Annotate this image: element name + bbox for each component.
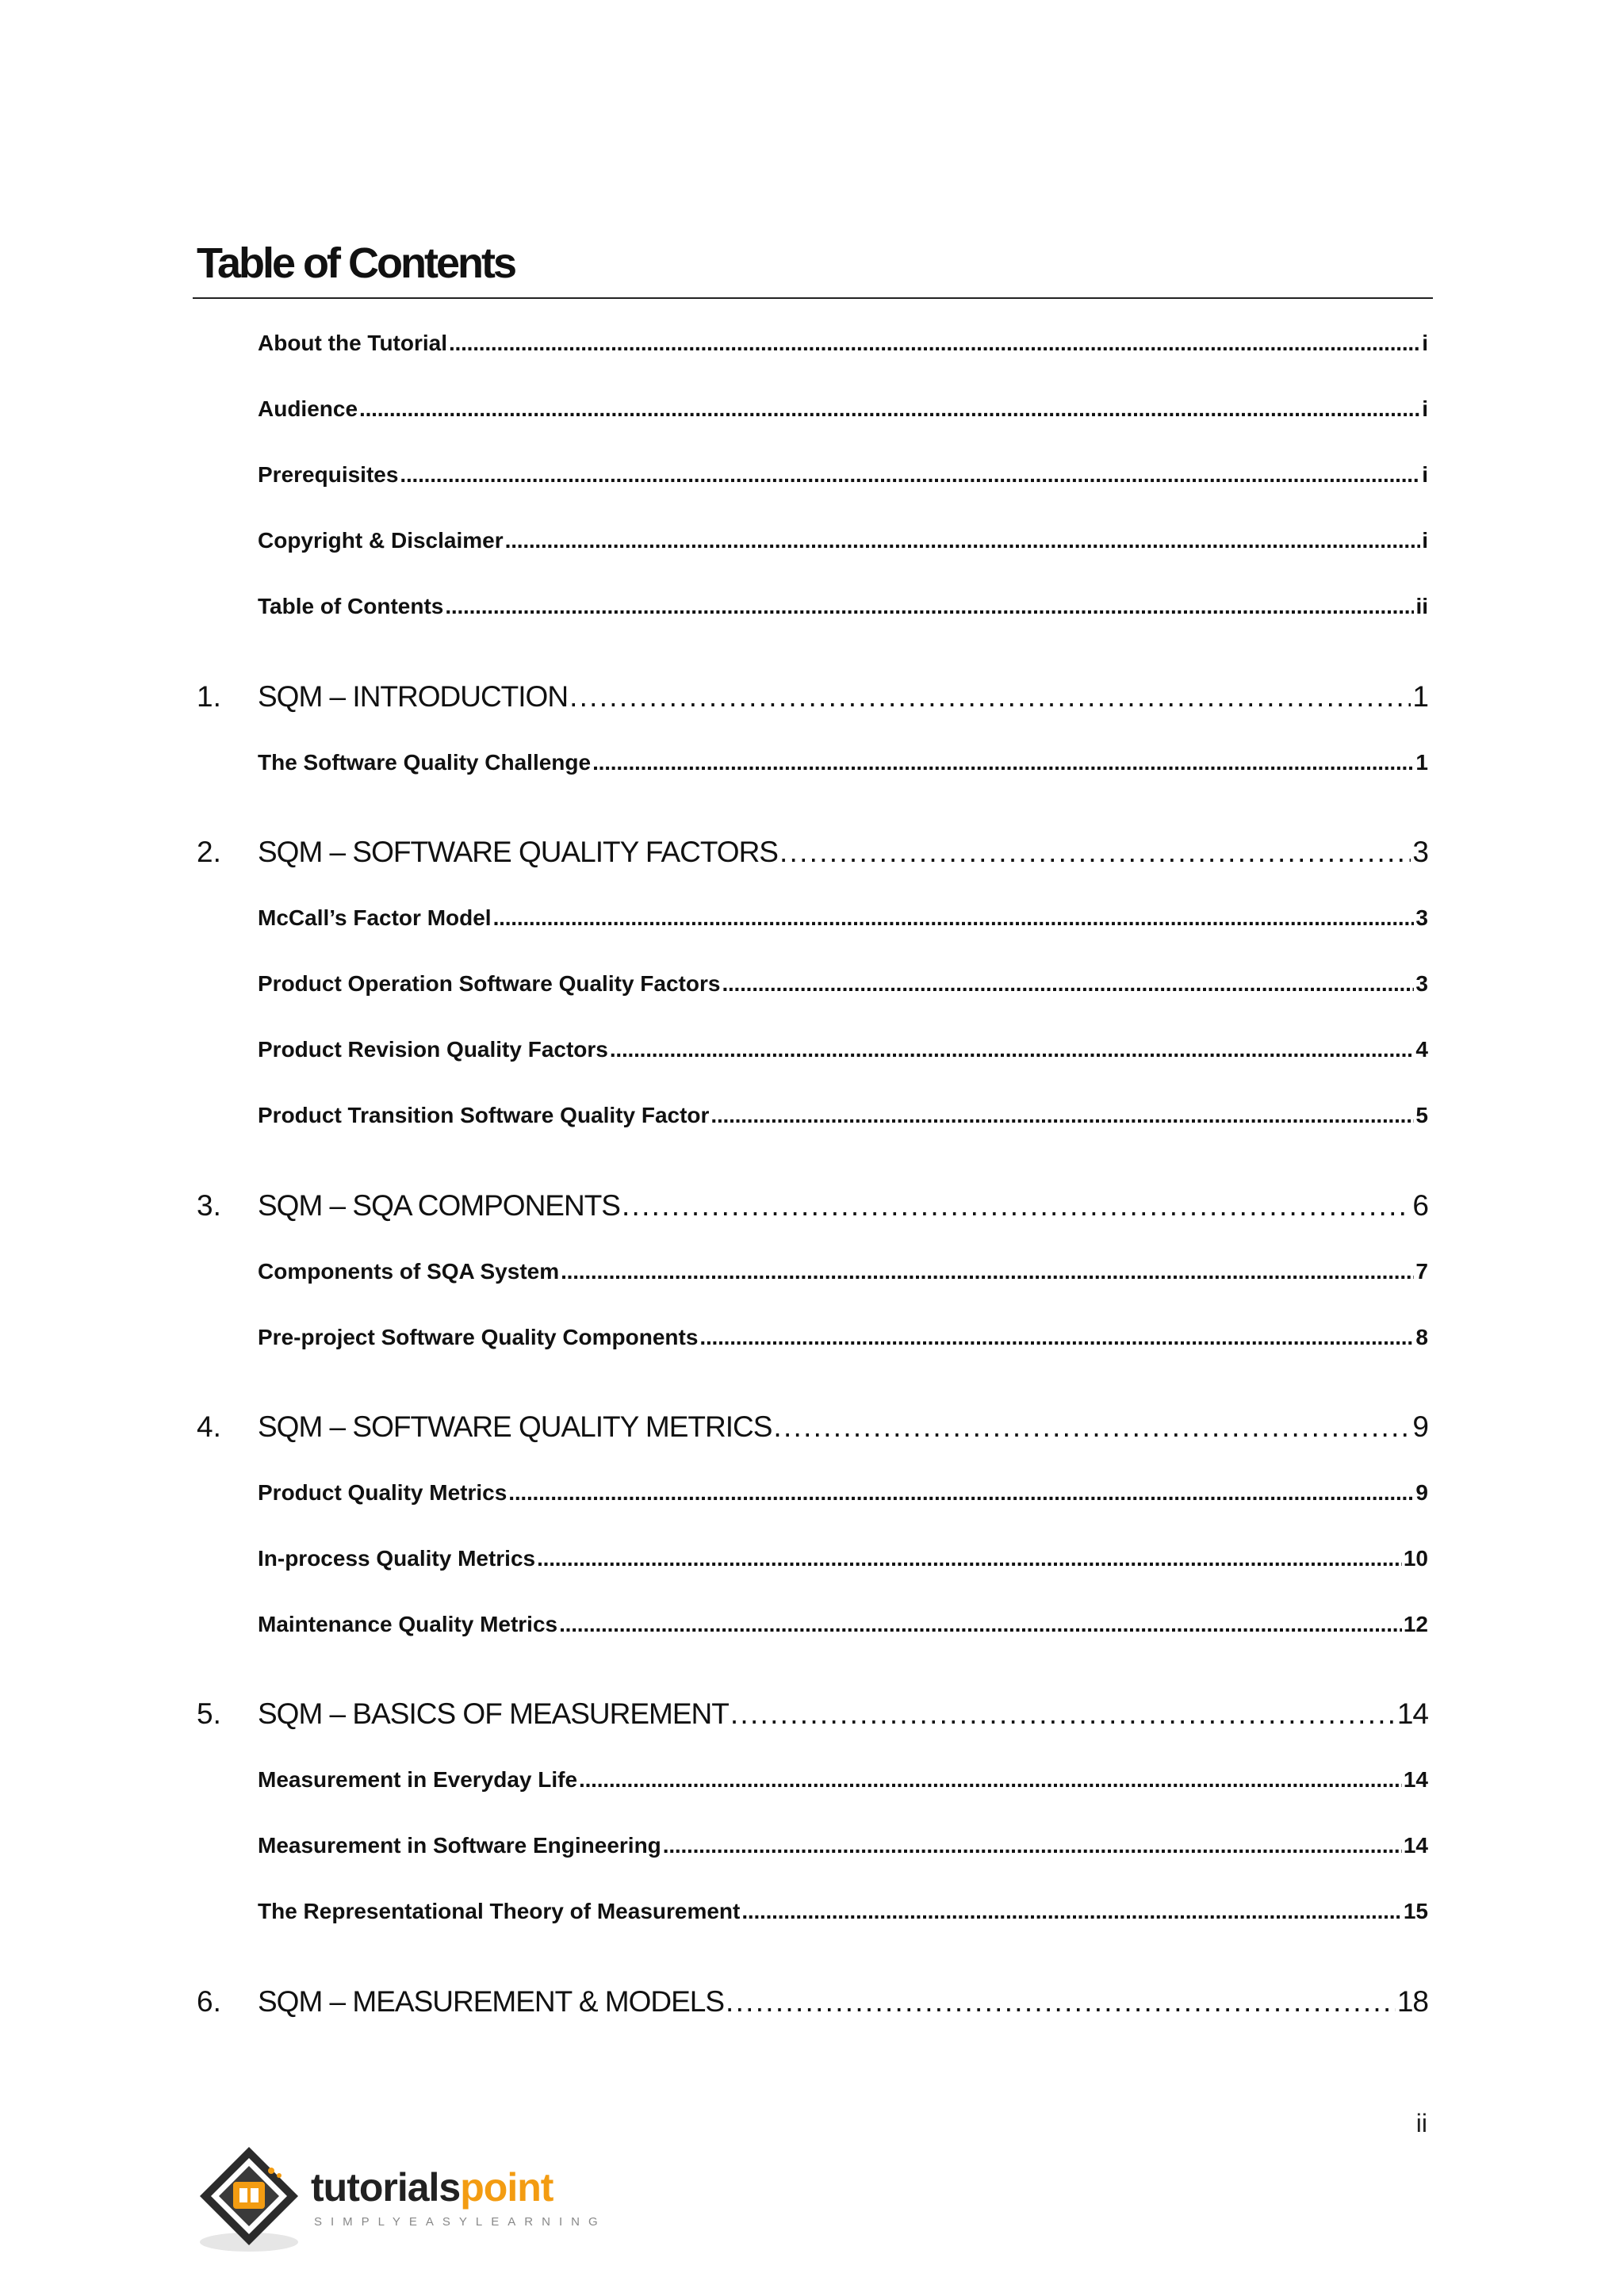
toc-entry-label: Pre-project Software Quality Components (258, 1325, 699, 1349)
toc-entry-label: Product Revision Quality Factors (258, 1037, 608, 1062)
toc-row (258, 462, 1428, 488)
toc-row (258, 1985, 1428, 2019)
dot-leader (359, 396, 1420, 422)
toc-entry-page: 14 (1396, 1697, 1428, 1730)
dot-leader (730, 1697, 1396, 1731)
toc-entry-page: 10 (1403, 1546, 1428, 1571)
toc-entry-label: SQM – SOFTWARE QUALITY METRICS (258, 1410, 772, 1443)
dot-leader (710, 1103, 1414, 1128)
toc-entry-page: 15 (1403, 1899, 1428, 1923)
title-divider (193, 297, 1433, 299)
toc-row (258, 1546, 1428, 1571)
toc-entry-page: i (1422, 331, 1428, 355)
toc-entry-label: Product Transition Software Quality Factor (258, 1103, 710, 1127)
toc-entry-page: 12 (1403, 1612, 1428, 1636)
toc-entry-page: i (1422, 462, 1428, 487)
toc-entry-page: 18 (1396, 1985, 1428, 2018)
toc-section-entry[interactable] (0, 1899, 1624, 1938)
dot-leader (779, 836, 1411, 869)
toc-entry-label: The Representational Theory of Measurement (258, 1899, 741, 1923)
toc-entry-label: Audience (258, 396, 358, 421)
toc-entry-label: SQM – SQA COMPONENTS (258, 1189, 620, 1222)
toc-chapter-entry[interactable] (0, 1985, 1624, 2025)
toc-entry-page: 14 (1403, 1767, 1428, 1792)
toc-section-entry[interactable] (0, 1833, 1624, 1873)
toc-entry-label: Prerequisites (258, 462, 399, 487)
toc-entry-page: 6 (1412, 1189, 1428, 1222)
toc-entry-label: SQM – INTRODUCTION (258, 680, 569, 713)
dot-leader (699, 1325, 1414, 1350)
toc-section-entry[interactable] (0, 971, 1624, 1011)
dot-leader (537, 1546, 1402, 1571)
toc-section-entry[interactable] (0, 1612, 1624, 1651)
toc-entry-page: 14 (1403, 1833, 1428, 1858)
dot-leader (569, 680, 1411, 714)
dot-leader (445, 594, 1414, 619)
dot-leader (722, 971, 1414, 997)
toc-section-entry[interactable] (0, 1325, 1624, 1364)
toc-entry-label: About the Tutorial (258, 331, 447, 355)
toc-row (258, 1697, 1428, 1731)
toc-section-entry[interactable] (0, 331, 1624, 370)
toc-entry-label: Components of SQA System (258, 1259, 560, 1284)
dot-leader (505, 528, 1421, 553)
page-title: Table of Contents (197, 239, 515, 287)
toc-entry-page: 1 (1415, 750, 1428, 775)
toc-section-entry[interactable] (0, 1546, 1624, 1586)
toc-entry-label: The Software Quality Challenge (258, 750, 592, 775)
toc-row (258, 396, 1428, 422)
toc-chapter-entry[interactable] (0, 680, 1624, 720)
toc-entry-page: 9 (1415, 1480, 1428, 1505)
toc-chapter-entry[interactable] (0, 836, 1624, 875)
toc-entry-label: Table of Contents (258, 594, 444, 618)
toc-row (258, 594, 1428, 619)
toc-entry-label: Measurement in Everyday Life (258, 1767, 578, 1792)
dot-leader (592, 750, 1414, 775)
toc-section-entry[interactable] (0, 396, 1624, 436)
toc-chapter-entry[interactable] (0, 1410, 1624, 1450)
dot-leader (773, 1410, 1411, 1444)
toc-entry-page: 3 (1415, 971, 1428, 996)
dot-leader (449, 331, 1420, 356)
page-number: ii (1415, 2109, 1427, 2137)
toc-section-entry[interactable] (0, 1103, 1624, 1142)
toc-entry-page: 7 (1415, 1259, 1428, 1284)
toc-entry-page: 4 (1415, 1037, 1428, 1062)
toc-section-entry[interactable] (0, 1259, 1624, 1299)
toc-entry-label: SQM – MEASUREMENT & MODELS (258, 1985, 725, 2018)
toc-section-entry[interactable] (0, 594, 1624, 633)
toc-entry-label: Product Operation Software Quality Factors (258, 971, 721, 996)
logo-icon (193, 2141, 304, 2260)
toc-row (258, 1480, 1428, 1506)
toc-section-entry[interactable] (0, 528, 1624, 568)
toc-entry-page: 3 (1412, 836, 1428, 868)
toc-entry-label: SQM – SOFTWARE QUALITY FACTORS (258, 836, 778, 868)
toc-entry-label: McCall’s Factor Model (258, 905, 492, 930)
dot-leader (622, 1189, 1411, 1223)
chapter-number: 4. (197, 1410, 221, 1443)
dot-leader (561, 1259, 1414, 1284)
toc-entry-page: 9 (1412, 1410, 1428, 1443)
toc-row (258, 1410, 1428, 1444)
chapter-number: 6. (197, 1985, 221, 2018)
toc-entry-page: ii (1415, 594, 1428, 618)
toc-chapter-entry[interactable] (0, 1189, 1624, 1229)
dot-leader (610, 1037, 1415, 1062)
toc-row (258, 1767, 1428, 1793)
logo-wordmark: tutorialspoint (311, 2165, 553, 2210)
dot-leader (400, 462, 1420, 488)
toc-section-entry[interactable] (0, 1767, 1624, 1807)
chapter-number: 3. (197, 1189, 221, 1222)
chapter-number: 5. (197, 1697, 221, 1730)
toc-chapter-entry[interactable] (0, 1697, 1624, 1737)
dot-leader (663, 1833, 1402, 1858)
toc-entry-label: Maintenance Quality Metrics (258, 1612, 558, 1636)
dot-leader (726, 1985, 1396, 2019)
toc-row (258, 1189, 1428, 1223)
dot-leader (741, 1899, 1401, 1924)
toc-row (258, 680, 1428, 714)
toc-row (258, 1325, 1428, 1350)
toc-entry-page: i (1422, 528, 1428, 553)
toc-entry-page: 8 (1415, 1325, 1428, 1349)
tutorialspoint-logo (193, 2141, 606, 2260)
toc-row (258, 528, 1428, 553)
toc-row (258, 971, 1428, 997)
toc-row (258, 331, 1428, 356)
toc-entry-label: Product Quality Metrics (258, 1480, 508, 1505)
toc-row (258, 750, 1428, 775)
toc-entry-label: In-process Quality Metrics (258, 1546, 536, 1571)
toc-row (258, 905, 1428, 931)
toc-entry-page: 3 (1415, 905, 1428, 930)
dot-leader (579, 1767, 1402, 1793)
chapter-number: 1. (197, 680, 221, 713)
toc-entry-page: i (1422, 396, 1428, 421)
toc-row (258, 1037, 1428, 1062)
toc-entry-label: Copyright & Disclaimer (258, 528, 504, 553)
toc-row (258, 1103, 1428, 1128)
dot-leader (559, 1612, 1402, 1637)
toc-row (258, 836, 1428, 869)
dot-leader (508, 1480, 1414, 1506)
toc-entry-label: Measurement in Software Engineering (258, 1833, 661, 1858)
toc-row (258, 1259, 1428, 1284)
toc-row (258, 1899, 1428, 1924)
toc-entry-page: 5 (1415, 1103, 1428, 1127)
dot-leader (493, 905, 1415, 931)
toc-section-entry[interactable] (0, 905, 1624, 945)
toc-row (258, 1612, 1428, 1637)
toc-entry-label: SQM – BASICS OF MEASUREMENT (258, 1697, 729, 1730)
chapter-number: 2. (197, 836, 221, 868)
toc-section-entry[interactable] (0, 1480, 1624, 1520)
logo-tagline: SIMPLYEASYLEARNING (314, 2215, 607, 2229)
toc-row (258, 1833, 1428, 1858)
toc-section-entry[interactable] (0, 462, 1624, 502)
toc-entry-page: 1 (1412, 680, 1428, 713)
toc-section-entry[interactable] (0, 1037, 1624, 1077)
toc-section-entry[interactable] (0, 750, 1624, 790)
